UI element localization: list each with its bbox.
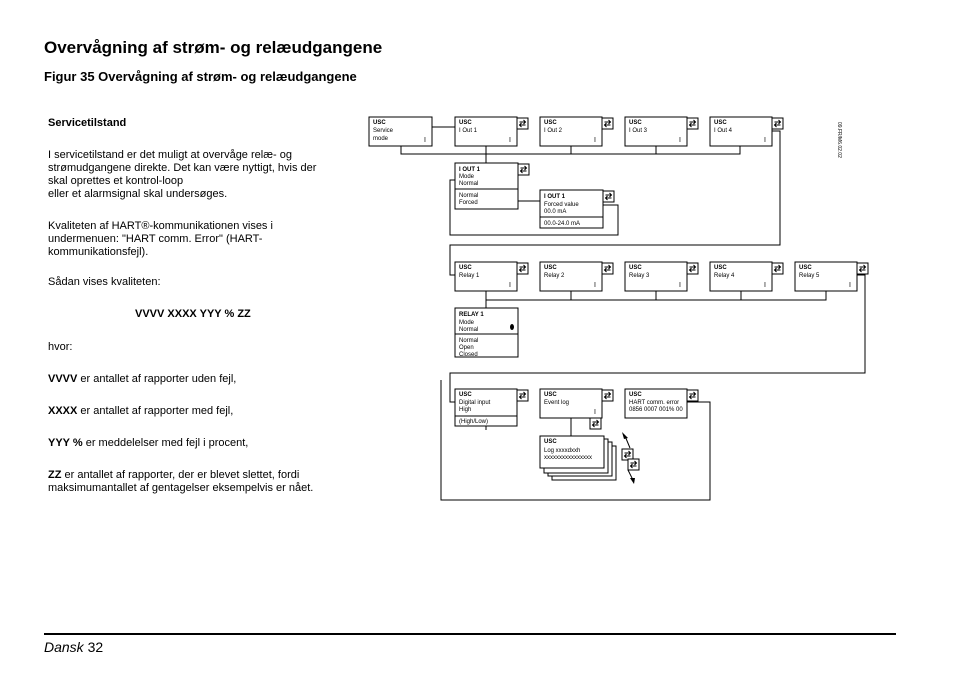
event-log-label: Event log (544, 400, 570, 406)
enter-icon (622, 449, 633, 460)
p1-line-4: eller et alarmsignal skal undersøges. (48, 188, 228, 200)
cursor-icon: I (764, 282, 766, 289)
digital-input-label: Digital input (459, 400, 491, 406)
usc-label: USC (544, 120, 557, 126)
enter-icon (687, 263, 698, 274)
enter-icon (857, 263, 868, 274)
enter-icon (772, 118, 783, 129)
where-label: hvor: (48, 341, 73, 353)
hart-error-value: 0856 0007 001% 00 (629, 407, 683, 413)
mode-value: Normal (459, 327, 479, 333)
cursor-icon: I (679, 282, 681, 289)
p1-line-3: skal oprettes et kontrol-loop (48, 175, 184, 187)
enter-icon (602, 390, 613, 401)
service-mode-label: mode (373, 136, 389, 142)
p2-line-2: undermenuen: "HART comm. Error" (HART- (48, 233, 263, 245)
cursor-icon: I (764, 137, 766, 144)
paragraph-3: Sådan vises kvaliteten: (48, 276, 161, 288)
relay3-label: Relay 3 (629, 273, 650, 279)
mode-label: Mode (459, 174, 475, 180)
enter-icon (517, 390, 528, 401)
page-number: 32 (87, 639, 104, 655)
p2-line-1: Kvaliteten af HART®-kommunikationen vises i (48, 220, 273, 232)
enter-icon (772, 263, 783, 274)
cursor-icon: I (679, 137, 681, 144)
mode-label: Mode (459, 320, 475, 326)
def-term: XXXX (48, 405, 78, 417)
cursor-icon: I (424, 137, 426, 144)
forced-value-label: Forced value (544, 202, 579, 208)
def-text: er meddelelser med fejl i procent, (82, 437, 249, 449)
cursor-icon: I (509, 137, 511, 144)
option-closed: Closed (459, 352, 478, 358)
enter-icon (517, 263, 528, 274)
def-text-line-2: maksimumantallet af gentagelser eksempelvis er nået. (48, 482, 314, 494)
usc-label: USC (629, 120, 642, 126)
usc-label: USC (629, 265, 642, 271)
p1-line-1: I servicetilstand er det muligt at overvåge relæ- og (48, 149, 292, 161)
relay-box-title: RELAY 1 (459, 312, 484, 318)
enter-icon (517, 118, 528, 129)
option-normal: Normal (459, 193, 479, 199)
option-forced: Forced (459, 200, 478, 206)
def-term: ZZ (48, 469, 62, 481)
cursor-icon: I (594, 282, 596, 289)
usc-label: USC (373, 120, 386, 126)
iout-box-title: I OUT 1 (459, 167, 481, 173)
def-term: YYY % (48, 437, 83, 449)
enter-icon (628, 459, 639, 470)
enter-icon (687, 390, 698, 401)
enter-icon (687, 118, 698, 129)
section-heading: Servicetilstand (48, 117, 127, 129)
p1-line-2: strømudgangene direkte. Det kan være nyttigt, hvis der (48, 162, 317, 174)
enter-icon (603, 191, 614, 202)
digital-input-value: High (459, 407, 472, 413)
log-text: Log xxxxdxxh (544, 448, 581, 454)
relay5-label: Relay 5 (799, 273, 820, 279)
def-text: er antallet af rapporter, der er blevet slettet, fordi (61, 469, 300, 481)
cursor-icon: I (594, 409, 596, 416)
toggle-dot-icon (510, 324, 514, 330)
def-text: er antallet af rapporter med fejl, (77, 405, 234, 417)
relay1-label: Relay 1 (459, 273, 480, 279)
footer-rule (44, 633, 896, 635)
usc-label: USC (544, 392, 557, 398)
iout3-label: I Out 3 (629, 128, 648, 134)
footer (44, 639, 103, 655)
usc-label: USC (459, 120, 472, 126)
enter-icon (602, 263, 613, 274)
service-mode-label: Service (373, 128, 394, 134)
usc-label: USC (714, 265, 727, 271)
usc-label: USC (714, 120, 727, 126)
relay2-label: Relay 2 (544, 273, 565, 279)
iout2-label: I Out 2 (544, 128, 563, 134)
iout1-label: I Out 1 (459, 128, 478, 134)
figure-caption: Figur 35 Overvågning af strøm- og relæudgangene (44, 69, 357, 84)
cursor-icon: I (509, 282, 511, 289)
forced-value: 00.0 mA (544, 209, 567, 215)
def-text: er antallet af rapporter uden fejl, (77, 373, 237, 385)
usc-label: USC (799, 265, 812, 271)
usc-label: USC (629, 392, 642, 398)
enter-icon (590, 418, 601, 429)
hart-error-label: HART comm. error (629, 400, 680, 406)
mode-value: Normal (459, 181, 479, 187)
cursor-icon: I (594, 137, 596, 144)
iout-box-title: I OUT 1 (544, 194, 566, 200)
high-low-label: (High/Low) (459, 419, 489, 425)
page-title: Overvågning af strøm- og relæudgangene (44, 38, 383, 57)
log-entry: xxxxxxxxxxxxxxxx (544, 455, 592, 461)
usc-label: USC (544, 265, 557, 271)
enter-icon (518, 164, 529, 175)
usc-label: USC (459, 392, 472, 398)
option-open: Open (459, 345, 474, 351)
relay4-label: Relay 4 (714, 273, 735, 279)
figure-code: 09.FR/M6.02.02 (836, 122, 842, 158)
cursor-icon: I (849, 282, 851, 289)
footer-language: Dansk (44, 639, 84, 655)
iout4-label: I Out 4 (714, 128, 733, 134)
quality-formula: VVVV XXXX YYY % ZZ (135, 308, 251, 320)
usc-label: USC (459, 265, 472, 271)
range-label: 00.0-24.0 mA (544, 221, 581, 227)
enter-icon (602, 118, 613, 129)
p2-line-3: kommunikationsfejl). (48, 246, 149, 258)
def-term: VVVV (48, 373, 78, 385)
option-normal: Normal (459, 338, 479, 344)
usc-label: USC (544, 439, 557, 445)
